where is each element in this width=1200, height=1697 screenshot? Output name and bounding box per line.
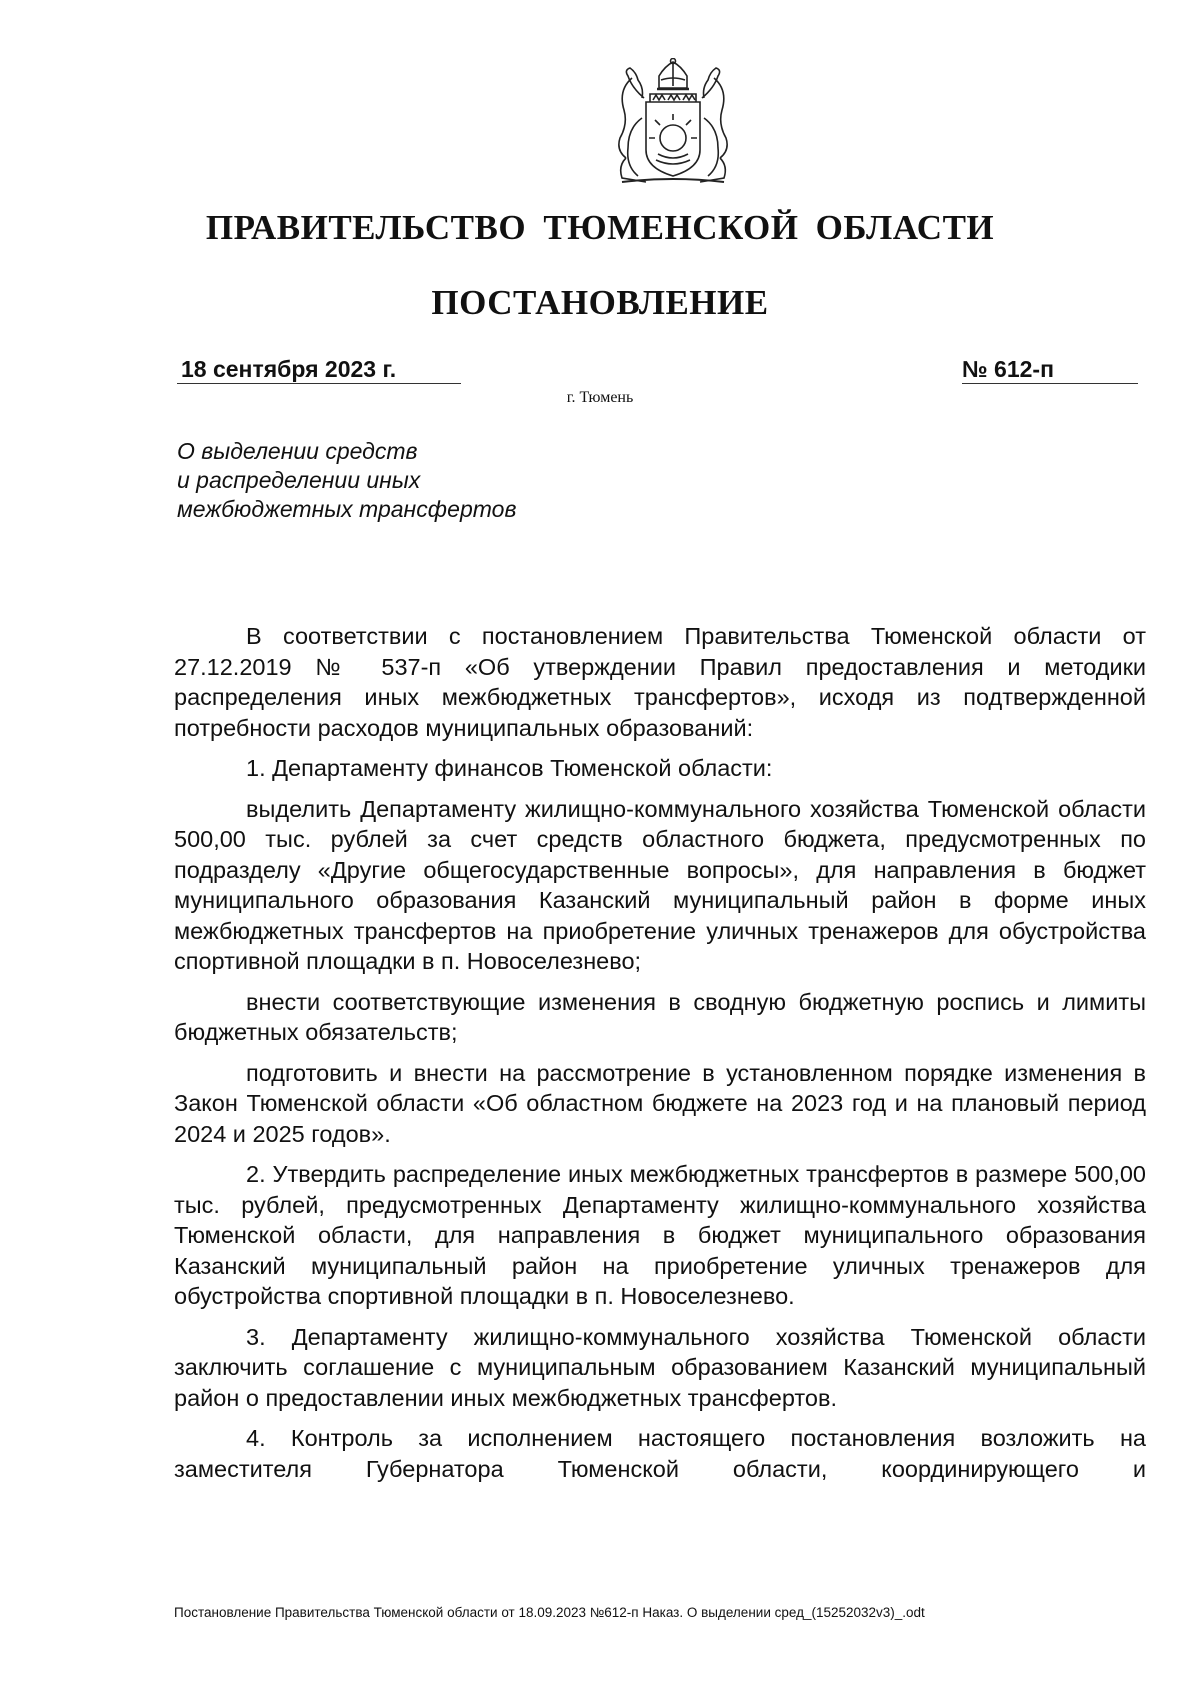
- document-type: ПОСТАНОВЛЕНИЕ: [431, 283, 769, 322]
- body-paragraph: выделить Департаменту жилищно-коммунального хозяйства Тюменской области 500,00 тыс. рублей за счет средств областного бюджета, предусмотренных по подразделу «Другие общегосударственные вопросы», для направления в бюджет муниципального образования Казанский муниципальный район в форме иных межбюджетных трансфертов на приобретение уличных тренажеров для обустройства спортивной площадки в п. Новоселезнево;: [174, 795, 1146, 974]
- subject-line: О выделении средств: [177, 438, 418, 464]
- document-footer: Постановление Правительства Тюменской области от 18.09.2023 №612-п Наказ. О выделении сред_(15252032v3)_.odt: [174, 1605, 925, 1620]
- document-number: № 612-п: [962, 355, 1138, 384]
- body-paragraph: 1. Департаменту финансов Тюменской области:: [246, 755, 773, 781]
- subject-line: межбюджетных трансфертов: [177, 496, 517, 522]
- document-body: [174, 621, 1146, 1494]
- document-date: 18 сентября 2023 г.: [177, 355, 461, 384]
- body-paragraph: внести соответствующие изменения в сводную бюджетную роспись и лимиты бюджетных обязательств;: [174, 988, 1146, 1045]
- body-paragraph: В соответствии с постановлением Правительства Тюменской области от 27.12.2019 № 537-п «Об утверждении Правил предоставления и методики распределения иных межбюджетных трансфертов», исходя из подтвержденной потребности расходов муниципальных образований:: [174, 623, 1146, 741]
- subject-line: и распределении иных: [177, 467, 421, 493]
- coat-of-arms-icon: [598, 58, 748, 186]
- body-paragraph: подготовить и внести на рассмотрение в установленном порядке изменения в Закон Тюменской области «Об областном бюджете на 2023 год и на плановый период 2024 и 2025 годов».: [174, 1059, 1146, 1147]
- body-paragraph: 4. Контроль за исполнением настоящего постановления возложить на заместителя Губернатора Тюменской области, координирующего и: [174, 1425, 1146, 1482]
- document-city: г. Тюмень: [566, 389, 634, 406]
- document-subject: [177, 437, 516, 524]
- body-paragraph: 2. Утвердить распределение иных межбюджетных трансфертов в размере 500,00 тыс. рублей, предусмотренных Департаменту жилищно-коммунального хозяйства Тюменской области, для направления в бюджет муниципального образования Казанский муниципальный район на приобретение уличных тренажеров для обустройства спортивной площадки в п. Новоселезнево.: [174, 1161, 1146, 1309]
- government-title: ПРАВИТЕЛЬСТВО ТЮМЕНСКОЙ ОБЛАСТИ: [205, 208, 995, 247]
- body-paragraph: 3. Департаменту жилищно-коммунального хозяйства Тюменской области заключить соглашение с муниципальным образованием Казанский муниципальный район о предоставлении иных межбюджетных трансфертов.: [174, 1323, 1146, 1411]
